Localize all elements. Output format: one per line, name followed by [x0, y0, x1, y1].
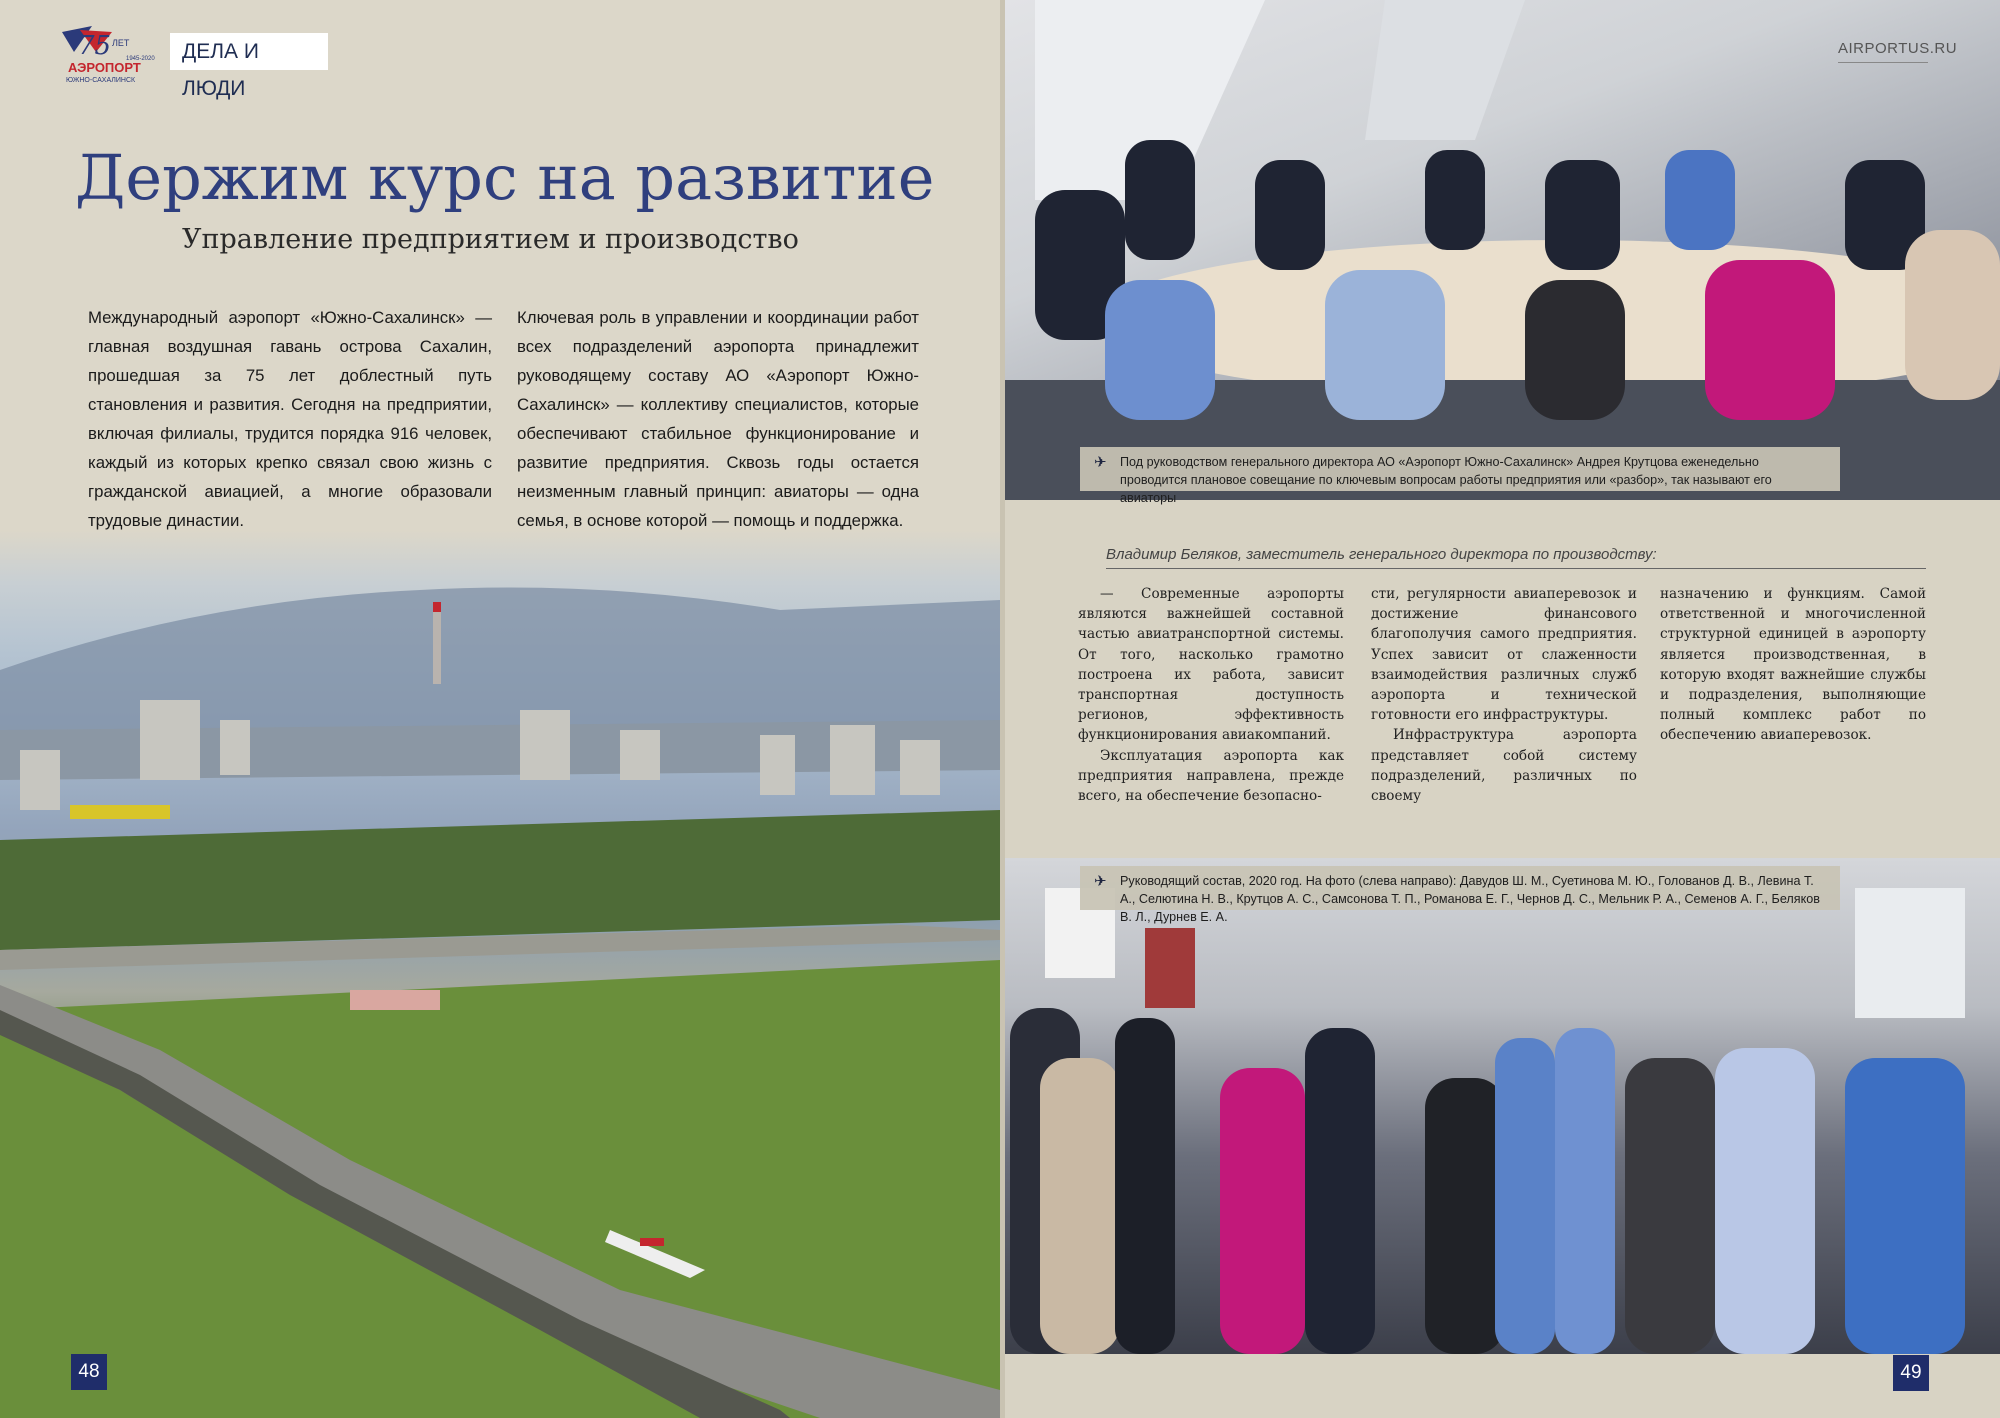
intro-paragraph-2: Ключевая роль в управлении и координации работ всех подразделений аэропорта принадлежит руководящему составу АО «Аэропорт Южно-Сахалинск» — коллективу специалистов, которые обеспечивают стабильное функционирование и развитие предприятия. Сквозь годы остается неизменным главный принцип: авиаторы — одна семья, в основе которой — помощь и поддержка.: [517, 308, 919, 530]
meeting-photo: [1005, 0, 2000, 500]
page-number-left: 48: [71, 1354, 107, 1390]
group-caption-text: Руководящий состав, 2020 год. На фото (слева направо): Давудов Ш. М., Суетинова М. Ю., Голованов Д. В., Левина Т. А., Селютина Н. В., Крутцов А. С., Самсонова Т. П., Романова Е. Г., Чернов Д. С., Мельник Р. А., Семенов А. Г., Беляков В. Л., Дурнев Е. А.: [1120, 874, 1820, 924]
group-photo-illustration: [1005, 858, 2000, 1354]
airport-75-logo: [52, 22, 170, 88]
svg-text:ЮЖНО-САХАЛИНСК: ЮЖНО-САХАЛИНСК: [66, 77, 136, 84]
svg-text:75: 75: [78, 31, 112, 61]
svg-text:АЭРОПОРТ: АЭРОПОРТ: [68, 60, 141, 75]
svg-text:1945-2020: 1945-2020: [126, 56, 155, 62]
article-subtitle: Управление предприятием и производство: [182, 224, 799, 255]
interview-speaker: Владимир Беляков, заместитель генерального директора по производству:: [1106, 546, 1657, 563]
interview-column-1: [1078, 584, 1344, 806]
interview-column-2: [1371, 584, 1637, 806]
site-underline: [1838, 62, 1928, 63]
interview-paragraph: — Современные аэропорты являются важнейшей составной частью авиатранспортной системы. От того, насколько грамотно построена их работа, зависит транспортная доступность регионов, эффективность функционирования авиакомпаний.: [1078, 586, 1344, 744]
interview-paragraph: Эксплуатация аэропорта как предприятия направлена, прежде всего, на обеспечение безопасно-: [1078, 747, 1344, 805]
interview-paragraph: назначению и функциям. Самой ответственной и многочисленной структурной единицей в аэропорту является производственная, в которую входят важнейшие службы и подразделения, выполняющие полный комплекс работ по обеспечению авиаперевозок.: [1660, 586, 1926, 744]
aerial-photo-illustration: [0, 530, 1000, 1418]
airport-aerial-photo: [0, 530, 1000, 1418]
meeting-photo-caption: [1080, 447, 1840, 505]
plane-icon: ✈: [1094, 873, 1107, 890]
page-number-right: 49: [1893, 1355, 1929, 1391]
article-title: Держим курс на развитие: [75, 141, 935, 214]
plane-icon: ✈: [1094, 454, 1107, 471]
intro-paragraph-1: Международный аэропорт «Южно-Сахалинск» — главная воздушная гавань острова Сахалин, прошедшая за 75 лет доблестный путь становления и развития. Сегодня на предприятии, включая филиалы, трудится порядка 916 человек, каждый из которых крепко связал свою жизнь с гражданской авиацией, а многие образовали трудовые династии.: [88, 308, 492, 530]
section-tag: ДЕЛА И ЛЮДИ: [170, 33, 328, 70]
interview-paragraph: сти, регулярности авиаперевозок и достижение финансового благополучия самого предприятия. Успех зависит от слаженности взаимодействия различных служб аэропорта и технической готовности его инфраструктуры.: [1371, 586, 1637, 724]
meeting-caption-text: Под руководством генерального директора АО «Аэропорт Южно-Сахалинск» Андрея Крутцова еженедельно проводится плановое совещание по ключевым вопросам работы предприятия или «разбор», так называют его авиаторы: [1120, 455, 1772, 505]
interview-paragraph: Инфраструктура аэропорта представляет собой систему подразделений, различных по своему: [1371, 727, 1637, 805]
interview-column-3: [1660, 584, 1926, 746]
speaker-rule: [1106, 568, 1926, 569]
site-url: AIRPORTUS.RU: [1838, 40, 1958, 57]
management-group-photo: [1005, 858, 2000, 1354]
svg-text:ЛЕТ: ЛЕТ: [112, 38, 130, 48]
meeting-photo-illustration: [1005, 0, 2000, 500]
group-photo-caption: [1080, 866, 1840, 924]
